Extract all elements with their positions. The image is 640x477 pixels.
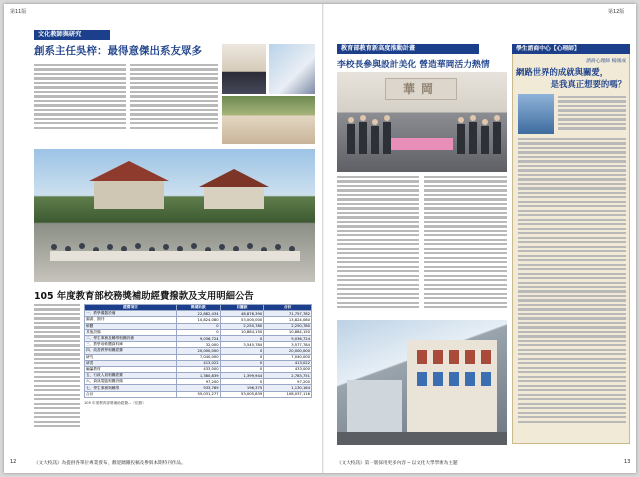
budget-amount-cell: 53,000,000 [220, 317, 264, 323]
budget-table [84, 304, 312, 398]
budget-amount-cell: 0 [220, 360, 264, 366]
budget-notice-body [34, 304, 80, 434]
budget-amount-cell: 10,884,150 [220, 329, 264, 335]
budget-amount-cell: 108,037,116 [264, 391, 312, 397]
budget-amount-cell: 97,200 [264, 379, 312, 385]
right-headline: 李校長參與設計美化 營造華岡活力熱情 [337, 60, 490, 70]
budget-amount-cell: 3,577,784 [264, 342, 312, 348]
budget-amount-cell: 48,876,390 [220, 311, 264, 317]
budget-amount-cell: 22,882,434 [177, 311, 221, 317]
budget-amount-cell: 0 [220, 335, 264, 341]
budget-amount-cell: 413,022 [177, 360, 221, 366]
budget-amount-cell: 196,375 [220, 385, 264, 391]
budget-amount-cell: 53,005,839 [220, 391, 264, 397]
right-page-number: 13 [624, 459, 631, 465]
budget-amount-cell: 0 [177, 329, 221, 335]
counseling-column-byline: 諮商心理師 楊國成 [586, 59, 626, 64]
left-page-tag: 第11版 [10, 9, 27, 15]
counseling-illustration [518, 94, 554, 134]
budget-amount-cell: 7,040,000 [177, 354, 221, 360]
counseling-column-title-2: 是我真正想要的嗎？ [550, 79, 626, 89]
right-article-col-1 [337, 176, 419, 316]
budget-amount-cell: 1,380,839 [177, 373, 221, 379]
budget-amount-cell: 2,250,780 [220, 323, 264, 329]
counseling-column-title-1: 網路世界的成就與關愛， [516, 67, 609, 77]
budget-table-note: 105 年度教育部獎補助經費...（依據） [84, 401, 146, 405]
right-section-bar: 教育部教育新高度推動計畫 [337, 44, 479, 54]
counseling-column-bar: 學生諮商中心【心理師】 [512, 44, 630, 54]
campus-building-photo [337, 320, 507, 445]
budget-header-cell: 經費項目 [85, 305, 177, 311]
budget-amount-cell: 3,545,784 [220, 342, 264, 348]
left-page-number: 12 [10, 459, 17, 465]
budget-amount-cell: 9,036,724 [264, 335, 312, 341]
budget-notice-title: 105 年度教育部校務獎補助經費撥款及支用明細公告 [34, 291, 254, 302]
budget-item-cell: 圖書、期刊 [85, 317, 177, 323]
right-page-tag: 第12版 [608, 9, 625, 15]
budget-amount-cell: 2,783,751 [264, 373, 312, 379]
budget-amount-cell: 2,250,780 [264, 323, 312, 329]
left-article-col-2 [130, 64, 218, 134]
budget-amount-cell: 0 [220, 366, 264, 372]
campus-crowd-photo [34, 149, 315, 282]
professor-portrait-photo [222, 44, 266, 94]
budget-amount-cell: 10,884,150 [264, 329, 312, 335]
budget-item-cell: 編纂教材 [85, 366, 177, 372]
right-article-col-2 [424, 176, 507, 316]
budget-amount-cell: 0 [220, 354, 264, 360]
budget-amount-cell: 10,824,080 [177, 317, 221, 323]
left-page-footer: 《文大校訊》為提供各單位專業發布，歡迎踴躍投稿及參與本期特刊作品。 [34, 461, 186, 466]
budget-item-cell: 三、教學用軟體資料庫 [85, 342, 177, 348]
budget-item-cell: 研習 [85, 360, 177, 366]
budget-item-cell: 七、學生事務與輔導 [85, 385, 177, 391]
left-article-col-1 [34, 64, 126, 134]
budget-item-cell: 合計 [85, 391, 177, 397]
budget-header-cell: 自籌款 [220, 305, 264, 311]
budget-item-cell: 四、改善教學相關經費 [85, 348, 177, 354]
budget-item-cell: 其他設備 [85, 329, 177, 335]
budget-amount-cell: 433,000 [264, 366, 312, 372]
budget-amount-cell: 1,399,944 [220, 373, 264, 379]
counseling-intro-text [558, 96, 626, 134]
budget-amount-cell: 20,000,000 [177, 348, 221, 354]
budget-amount-cell: 0 [220, 348, 264, 354]
budget-amount-cell: 433,000 [177, 366, 221, 372]
newspaper-spread [4, 4, 636, 473]
ceremony-group-photo [337, 72, 507, 172]
budget-amount-cell: 20,000,000 [264, 348, 312, 354]
budget-amount-cell: 71,757,782 [264, 311, 312, 317]
budget-amount-cell: 0 [177, 323, 221, 329]
banner-sign: 華岡 [385, 78, 457, 100]
students-group-photo [222, 96, 315, 144]
budget-amount-cell: 933,789 [177, 385, 221, 391]
lecture-slide-photo [269, 44, 315, 94]
counseling-body-text [518, 138, 626, 438]
budget-item-cell: 軟體 [85, 323, 177, 329]
budget-amount-cell: 413,022 [264, 360, 312, 366]
page-gutter [322, 4, 324, 473]
budget-amount-cell: 9,036,724 [177, 335, 221, 341]
budget-amount-cell: 97,200 [177, 379, 221, 385]
ceremony-people [337, 72, 507, 172]
building-facade [337, 320, 507, 445]
budget-amount-cell: 13,824,080 [264, 317, 312, 323]
budget-amount-cell: 55,031,277 [177, 391, 221, 397]
budget-item-cell: 一、教學儀器設備 [85, 311, 177, 317]
budget-amount-cell: 7,040,000 [264, 354, 312, 360]
budget-item-cell: 二、學生事務及輔導相關設備 [85, 335, 177, 341]
crowd-illustration [34, 149, 315, 282]
budget-item-cell: 六、資訊電腦相關設備 [85, 379, 177, 385]
left-headline: 創系主任吳梓：最得意傑出系友眾多 [34, 45, 202, 57]
budget-table-row [85, 391, 312, 397]
left-section-bar: 文化教師與研究 [34, 30, 110, 40]
right-page-footer: 《文大校訊》第一版採用更多內容 ─ 以文化大學學術為主題 [337, 461, 458, 466]
budget-item-cell: 研究 [85, 354, 177, 360]
budget-header-cell: 獎補助款 [177, 305, 221, 311]
budget-item-cell: 五、行政人員相關經費 [85, 373, 177, 379]
budget-amount-cell: 1,130,164 [264, 385, 312, 391]
budget-amount-cell: 0 [220, 379, 264, 385]
budget-header-cell: 合計 [264, 305, 312, 311]
budget-amount-cell: 32,000 [177, 342, 221, 348]
